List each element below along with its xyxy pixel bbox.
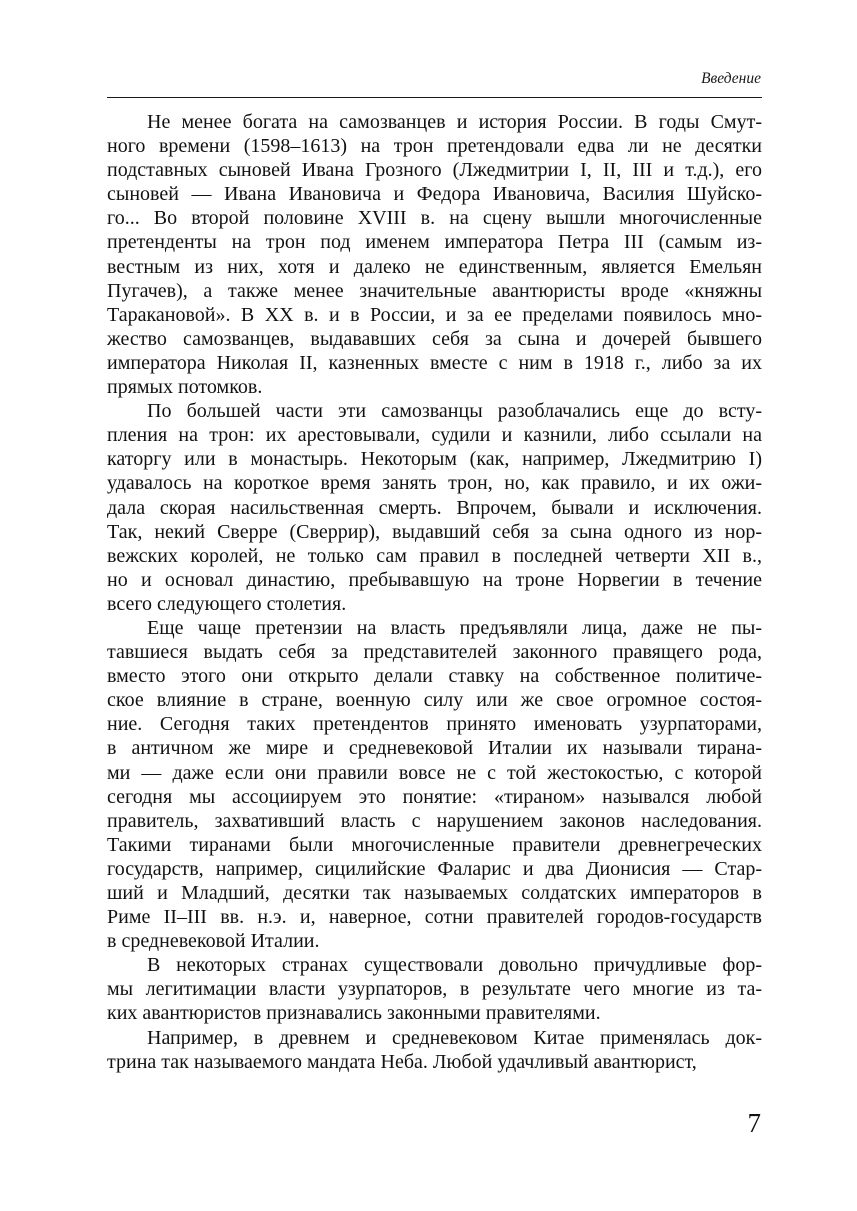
text-line: ние. Сегодня таких претендентов принято именовать узурпаторами,	[107, 713, 762, 736]
text-line: претенденты на трон под именем императора Петра III (самым из-	[107, 231, 762, 254]
text-line: пления на трон: их арестовывали, судили и казнили, либо ссылали на	[107, 424, 762, 447]
text-line: По большей части эти самозванцы разоблачались еще до всту-	[147, 400, 762, 423]
text-line: удавалось на короткое время занять трон, но, как правило, и их ожи-	[107, 472, 762, 495]
paragraph	[107, 616, 762, 953]
text-line: каторгу или в монастырь. Некоторым (как, например, Лжедмитрию I)	[107, 448, 762, 471]
text-line: Пугачев), а также менее значительные авантюристы вроде «княжны	[107, 279, 762, 302]
text-line: правитель, захвативший власть с нарушением законов наследования.	[107, 809, 762, 832]
text-line: в античном же мире и средневековой Италии их называли тирана-	[107, 737, 762, 760]
text-line: го... Во второй половине XVIII в. на сцену вышли многочисленные	[107, 207, 762, 230]
text-line: В некоторых странах существовали довольно причудливые фор-	[147, 954, 762, 977]
text-line: сегодня мы ассоциируем это понятие: «тираном» назывался любой	[107, 785, 762, 808]
body-text	[107, 110, 762, 1074]
text-line: ское влияние в стране, военную силу или же свое огромное состоя-	[107, 689, 762, 712]
text-line: трина так называемого мандата Неба. Любой удачливый авантюрист,	[107, 1050, 697, 1073]
text-line: Не менее богата на самозванцев и история России. В годы Смут-	[147, 111, 762, 133]
text-line: императора Николая II, казненных вместе с ним в 1918 г., либо за их	[107, 351, 762, 374]
text-line: дала скорая насильственная смерть. Впрочем, бывали и исключения.	[107, 496, 762, 519]
paragraph	[107, 1026, 762, 1074]
text-line: государств, например, сицилийские Фаларис и два Дионисия — Стар-	[107, 857, 762, 880]
text-line: Таракановой». В XX в. и в России, и за ее пределами появилось мно-	[107, 303, 762, 326]
paragraph	[107, 110, 762, 399]
text-line: но и основал династию, пребывавшую на троне Норвегии в течение	[107, 568, 762, 591]
text-line: Такими тиранами были многочисленные правители древнегреческих	[107, 833, 762, 856]
text-line: подставных сыновей Ивана Грозного (Лжедмитрии I, II, III и т.д.), его	[107, 159, 762, 182]
running-header: Введение	[701, 70, 761, 87]
text-line: ший и Младший, десятки так называемых солдатских императоров в	[107, 882, 762, 904]
text-line: ких авантюристов признавались законными правителями.	[107, 1002, 601, 1025]
text-line: вместо этого они открыто делали ставку на собственное политиче-	[107, 665, 762, 688]
text-line: Еще чаще претензии на власть предъявляли лица, даже не пы-	[147, 616, 762, 639]
text-line: тавшиеся выдать себя за представителей законного правящего рода,	[107, 641, 762, 664]
text-line: Так, некий Сверре (Сверрир), выдавший себя за сына одного из нор-	[107, 520, 762, 543]
text-line: всего следующего столетия.	[107, 592, 347, 615]
text-line: прямых потомков.	[107, 376, 263, 399]
text-line: Например, в древнем и средневековом Китае применялась док-	[147, 1026, 762, 1049]
text-line: ного времени (1598–1613) на трон претендовали едва ли не десятки	[107, 135, 762, 158]
header-rule	[107, 97, 762, 98]
paragraph	[107, 953, 762, 1025]
text-line: жество самозванцев, выдававших себя за сына и дочерей бывшего	[107, 327, 762, 350]
text-line: в средневековой Италии.	[107, 930, 320, 953]
text-line: вежских королей, не только сам правил в последней четверти XII в.,	[107, 544, 762, 567]
text-line: сыновей — Ивана Ивановича и Федора Ивановича, Василия Шуйско-	[107, 183, 762, 206]
text-line: вестным из них, хотя и далеко не единственным, является Емельян	[107, 255, 762, 278]
paragraph	[107, 399, 762, 616]
text-line: ми — даже если они правили вовсе не с той жестокостью, с которой	[107, 761, 762, 784]
text-line: мы легитимации власти узурпаторов, в результате чего многие из та-	[107, 978, 762, 1001]
text-line: Риме II–III вв. н.э. и, наверное, сотни правителей городов-государств	[107, 906, 762, 929]
page-number: 7	[747, 1108, 761, 1138]
